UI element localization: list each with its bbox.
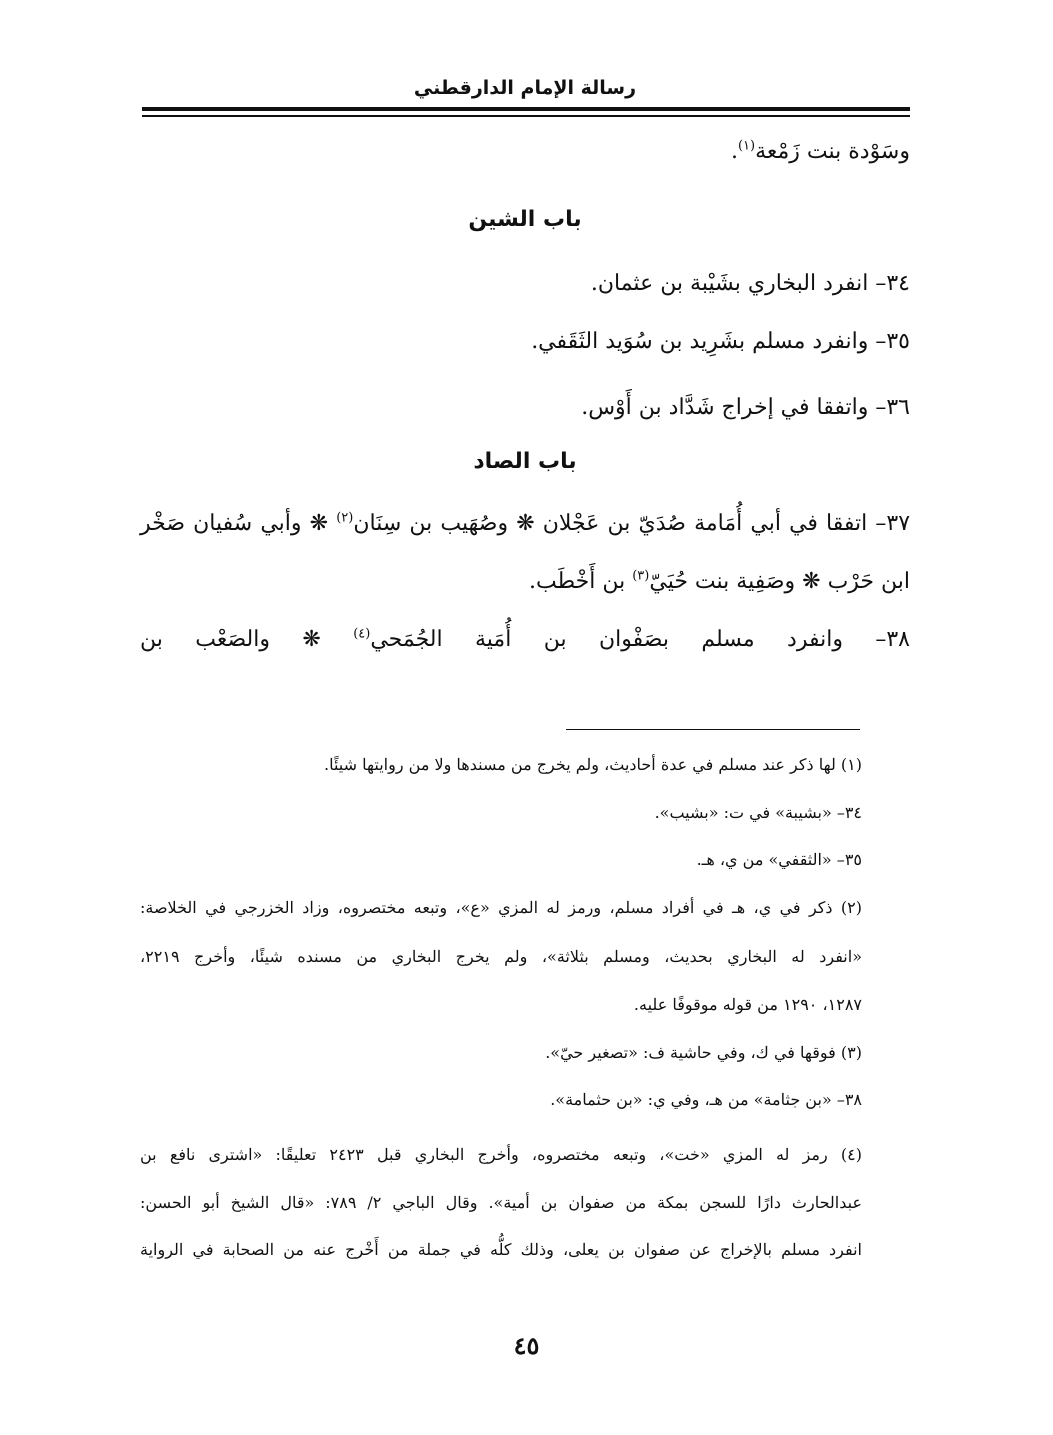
section-heading-shin: باب الشين: [468, 207, 582, 232]
footnote-2-line-3: ١٢٨٧، ١٢٩٠ من قوله موقوفًا عليه.: [633, 995, 862, 1014]
footnote-2-line-2: «انفرد له البخاري بحديث، ومسلم بثلاثة»، ولم يخرج البخاري من مسنده شيئًا، وأخرج ٢٢١٩،: [140, 947, 862, 966]
sawda-end: .: [730, 139, 738, 164]
entry-37-line-1: [140, 504, 910, 544]
footnote-1: (١) لها ذكر عند مسلم في عدة أحاديث، ولم يخرج من مسندها ولا من روايتها شيئًا.: [324, 755, 862, 774]
footnote-2-line-1: (٢) ذكر في ي، هـ في أفراد مسلم، ورمز له المزي «ع»، وتبعه مختصروه، وزاد الخزرجي في الخلاصة:: [140, 898, 862, 917]
entry-35: ٣٥– وانفرد مسلم بشَرِيد بن سُوَيد الثَقَفي.: [531, 329, 910, 354]
entry-38-part-a: ٣٨– وانفرد مسلم بصَفْوان بن أُمَية الجُمَحي: [370, 627, 910, 652]
footnote-ref-2: (٢): [336, 510, 354, 526]
entry-37-line-2: [529, 562, 910, 602]
sawda-text: وسَوْدة بنت زَمْعة: [755, 139, 910, 164]
entry-37-part-c: ابن حَرْب ❋ وصَفِية بنت حُيَيّ: [649, 569, 910, 594]
entry-36: ٣٦– واتفقا في إخراج شَدَّاد بن أَوْس.: [581, 395, 910, 420]
entry-38-part-b: ❋ والصَعْب بن: [140, 627, 354, 652]
footnote-4-line-1: (٤) رمز له المزي «خت»، وتبعه مختصروه، وأخرج البخاري قبل ٢٤٢٣ تعليقًا: «اشترى نافع بن: [140, 1145, 862, 1164]
footnote-ref-3: (٣): [632, 568, 650, 584]
footnote-4-line-3: انفرد مسلم بالإخراج عن صفوان بن يعلى، وذلك كلُّه في جملة من أَخْرج عنه من الصحابة في الرواية: [140, 1240, 862, 1259]
header-rule-thin: [142, 115, 910, 117]
section-heading-sad: باب الصاد: [473, 449, 577, 474]
variant-note-34: ٣٤– «بشيبة» في ت: «بشيب».: [654, 803, 862, 822]
header-rule-thick: [142, 107, 910, 111]
footnote-3: (٣) فوقها في ك، وفي حاشية ف: «تصغير حيّ».: [545, 1043, 862, 1062]
footnote-ref-1: (١): [737, 138, 756, 154]
running-head-title: رسالة الإمام الدارقطني: [413, 77, 637, 99]
variant-note-35: ٣٥– «الثقفي» من ي، هـ.: [696, 850, 862, 869]
footnote-4-line-2: عبدالحارث دارًا للسجن بمكة من صفوان بن أمية». وقال الباجي ٢/ ٧٨٩: «قال الشيخ أبو الحسن:: [140, 1193, 862, 1212]
text-line-sawda: [731, 132, 910, 172]
footnote-separator: [566, 729, 860, 730]
entry-38-line-1: [140, 620, 910, 660]
entry-37-part-a: ٣٧– اتفقا في أبي أُمَامة صُدَيّ بن عَجْلان ❋ وصُهَيب بن سِنَان: [353, 511, 911, 536]
page-number: ٤٥: [513, 1331, 540, 1360]
entry-37-part-b: ❋ وأبي سُفيان صَخْر: [140, 511, 337, 536]
variant-note-38: ٣٨– «بن جثامة» من هـ، وفي ي: «بن حثمامة».: [550, 1090, 862, 1109]
footnote-ref-4: (٤): [353, 626, 371, 642]
entry-34: ٣٤– انفرد البخاري بشَيْبة بن عثمان.: [590, 271, 910, 296]
entry-37-part-d: بن أَخْطَب.: [529, 569, 633, 594]
